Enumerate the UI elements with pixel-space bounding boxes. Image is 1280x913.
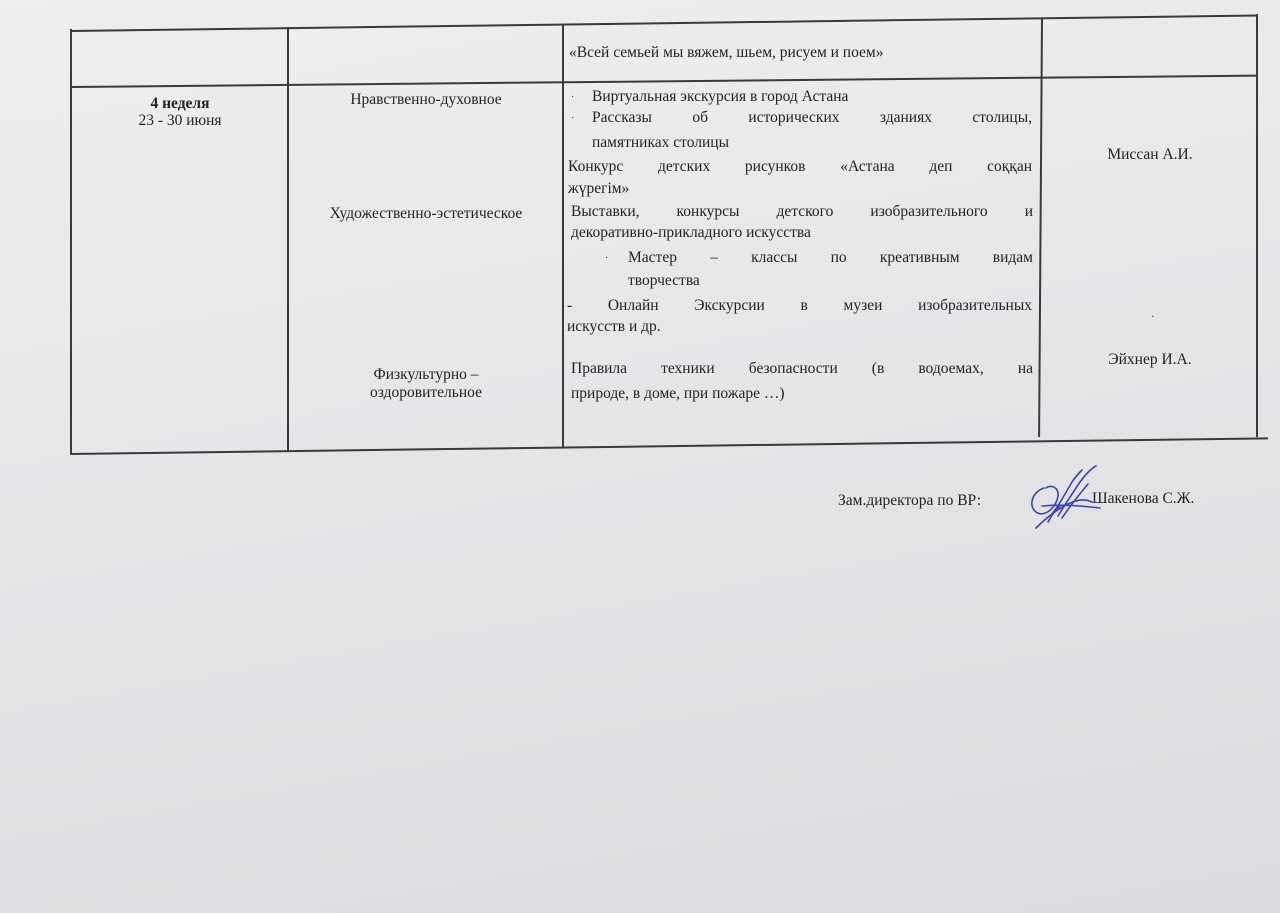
direction-artistic: Художественно-эстетическое [329,205,523,222]
table-left-border [70,29,72,454]
table-col-divider-1 [287,27,289,451]
responsible-missan: Миссан А.И. [1107,146,1193,163]
bullet-marker: · [571,113,575,124]
activity-stories-line2: памятниках столицы [592,134,730,151]
direction-sport-line1: Физкультурно – [373,366,479,383]
activity-exhibitions-line1: Выставки, конкурсы детского изобразительного и [571,203,1033,220]
direction-sport-line2: оздоровительное [370,384,482,401]
table-top-border [70,14,1258,31]
bullet-marker: · [605,253,609,264]
handwritten-signature [1022,462,1102,534]
week-label: 4 неделя [150,95,210,112]
activity-safety-line1: Правила техники безопасности (в водоемах, на [571,360,1033,377]
activity-masterclass-line1: Мастер – классы по креативным видам [628,249,1033,266]
activity-contest-line2: жүрегім» [568,180,630,197]
footer-position: Зам.директора по ВР: [838,492,982,509]
table-col-divider-2 [562,24,564,447]
direction-moral: Нравственно-духовное [350,91,502,108]
activity-masterclass-line2: творчества [628,272,700,289]
activity-exhibitions-line2: декоративно-прикладного искусства [571,224,811,241]
stray-dot: · [1151,312,1155,323]
footer-name: Шакенова С.Ж. [1092,490,1195,507]
table-right-border [1256,14,1258,437]
activity-virtual-tour: Виртуальная экскурсия в город Астана [592,88,849,105]
responsible-eikhner: Эйхнер И.А. [1108,351,1192,368]
header-activities-text: «Всей семьей мы вяжем, шьем, рисуем и поем» [569,44,884,61]
activity-safety-line2: природе, в доме, при пожаре …) [571,385,785,402]
activity-stories-line1: Рассказы об исторических зданиях столицы, [592,109,1032,126]
table-col-divider-3 [1038,19,1042,437]
activity-contest-line1: Конкурс детских рисунков «Астана деп соққан [568,158,1032,175]
bullet-marker: · [571,92,575,103]
activity-online-tours-line1: - Онлайн Экскурсии в музеи изобразительных [567,297,1032,314]
week-dates: 23 - 30 июня [138,112,222,129]
table-row-divider [70,75,1258,88]
activity-online-tours-line2: искусств и др. [567,318,661,335]
table-bottom-border [70,437,1268,454]
